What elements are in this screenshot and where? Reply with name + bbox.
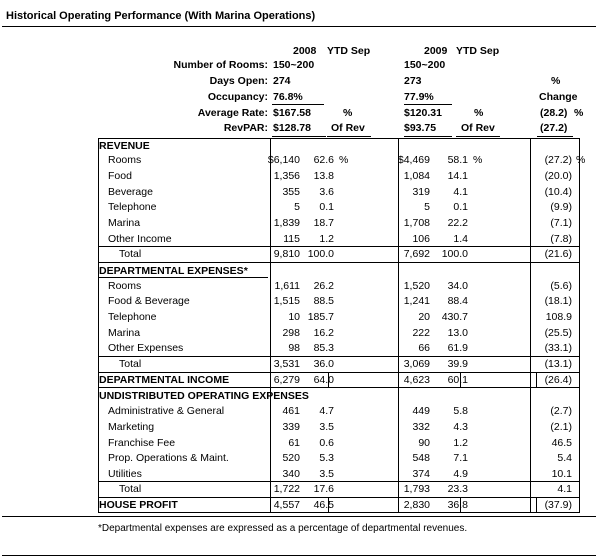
title-rule: [2, 26, 596, 27]
expense-row-label: Other Expenses: [108, 342, 184, 354]
footnote: *Departmental expenses are expressed as a percentage of departmental revenues.: [98, 523, 468, 534]
undistributed-row-2008-amount: 339: [282, 421, 300, 433]
undistributed-row-change: 4.1: [557, 483, 572, 495]
expense-row-label: Marina: [108, 327, 141, 339]
revenue-row-label: Marina: [108, 217, 141, 229]
revenue-row-2009-amount: 5: [424, 201, 430, 213]
change-label: Change: [539, 91, 578, 103]
undistributed-row-2008-pct: 3.5: [319, 468, 334, 480]
border-line: [460, 372, 461, 387]
undistributed-row-2009-amount: 90: [418, 437, 430, 449]
stat-underline: [272, 136, 326, 137]
undistributed-row-label: Utilities: [108, 468, 142, 480]
revenue-row-label: Other Income: [108, 233, 172, 245]
revenue-row-label: Rooms: [108, 154, 142, 166]
stat-2009-value: $93.75: [404, 122, 437, 134]
revenue-top-rule: [98, 138, 580, 139]
revenue-row-change: (27.2): [544, 154, 572, 166]
dept-income-bottom-rule: [98, 387, 580, 388]
revenue-heading: REVENUE: [99, 140, 150, 152]
border-line: [270, 138, 271, 512]
undistributed-row-change: 10.1: [551, 468, 572, 480]
expense-row-2008-amount: 1,611: [274, 280, 300, 292]
revenue-row-2008-amount: 115: [283, 233, 300, 245]
undistributed-row-2008-pct: 0.6: [319, 437, 334, 449]
border-line: [328, 497, 329, 512]
pct-change-label: %: [551, 75, 561, 87]
undistributed-row-2008-amount: 61: [288, 437, 300, 449]
undistributed-row-2009-pct: 1.2: [453, 437, 468, 449]
undistributed-row-label: Prop. Operations & Maint.: [108, 452, 229, 464]
pct-label-2009: %: [474, 107, 484, 119]
undistributed-row-2009-amount: 449: [412, 405, 430, 417]
revenue-row-2009-pct: 0.1: [453, 201, 468, 213]
ytd-2009-header: YTD Sep: [456, 45, 500, 57]
undistributed-row-2009-amount: 374: [412, 468, 430, 480]
revenue-row-2008-amount: 355: [282, 186, 300, 198]
revenue-row-2008-pct: 3.6: [319, 186, 334, 198]
house-profit-row-2009-pct: 36.8: [447, 499, 468, 511]
border-line: [536, 372, 537, 387]
avg-rate-pct: %: [574, 107, 584, 119]
undistributed-row-2008-amount: 1,722: [273, 483, 300, 495]
undistributed-row-2009-pct: 23.3: [447, 483, 468, 495]
house-profit-heading: HOUSE PROFIT: [99, 499, 178, 511]
undistributed-row-change: 5.4: [557, 452, 572, 464]
expense-row-2008-amount: 98: [288, 342, 300, 354]
border-line: [328, 372, 329, 387]
undistributed-row-2009-pct: 5.8: [453, 405, 468, 417]
undistributed-row-change: (2.7): [550, 405, 572, 417]
house-profit-row-2008-amount: 4,557: [273, 499, 300, 511]
revenue-bottom-rule: [98, 262, 580, 263]
house-profit-row-change: (37.9): [544, 499, 572, 511]
border-line: [98, 138, 99, 512]
expense-row-2008-pct: 26.2: [313, 280, 334, 292]
expense-row-2009-pct: 13.0: [447, 327, 468, 339]
revenue-row-2009-pct: 100.0: [441, 248, 468, 260]
stat-label: RevPAR:: [223, 122, 268, 134]
revenue-row-2009-amount: $4,469: [397, 154, 430, 166]
revenue-row-change: (7.8): [550, 233, 572, 245]
revenue-row-2008-amount: 9,810: [273, 248, 300, 260]
dept-income-row-2009-amount: 4,623: [403, 374, 430, 386]
pct-sign: %: [473, 154, 483, 166]
undistributed-row-2008-amount: 520: [282, 452, 300, 464]
revenue-row-label: Total: [119, 248, 142, 260]
expense-row-2008-amount: 10: [288, 311, 300, 323]
stat-2008-value: 150~200: [273, 59, 315, 71]
expense-row-2008-amount: 298: [282, 327, 300, 339]
stat-2008-value: $167.58: [273, 107, 311, 119]
revpar-change: (27.2): [540, 122, 568, 134]
border-line: [460, 497, 461, 512]
undistributed-row-2009-pct: 4.9: [453, 468, 468, 480]
expense-total-rule: [98, 356, 580, 357]
stat-underline: [456, 136, 500, 137]
revenue-row-label: Food: [108, 170, 132, 182]
expense-row-change: 108.9: [545, 311, 572, 323]
revenue-row-change: (7.1): [550, 217, 572, 229]
expense-row-label: Total: [119, 358, 142, 370]
border-line: [530, 138, 531, 512]
stat-2009-value: $120.31: [404, 107, 442, 119]
stat-2009-value: 150~200: [404, 59, 446, 71]
revenue-row-label: Beverage: [108, 186, 153, 198]
revenue-row-2008-pct: 62.6: [313, 154, 334, 166]
ytd-2008-header: YTD Sep: [327, 45, 371, 57]
expense-row-change: (18.1): [544, 295, 572, 307]
undistributed-heading: UNDISTRIBUTED OPERATING EXPENSES: [99, 390, 309, 402]
revenue-row-2008-pct: 1.2: [319, 233, 334, 245]
undistributed-row-label: Franchise Fee: [108, 437, 176, 449]
undistributed-row-2008-amount: 340: [282, 468, 300, 480]
revenue-row-2009-amount: 106: [412, 233, 430, 245]
undistributed-row-2008-pct: 17.6: [313, 483, 334, 495]
stat-2009-value: 77.9%: [404, 91, 434, 103]
undistributed-row-2009-pct: 4.3: [453, 421, 468, 433]
revenue-row-2008-amount: 1,356: [273, 170, 300, 182]
bottom-rule: [2, 555, 596, 556]
expense-row-2008-pct: 88.5: [313, 295, 334, 307]
expense-row-2009-amount: 20: [418, 311, 430, 323]
expense-row-2009-amount: 1,241: [403, 295, 430, 307]
dept-expenses-heading: DEPARTMENTAL EXPENSES*: [99, 265, 248, 277]
expense-row-2009-pct: 34.0: [447, 280, 468, 292]
stat-underline: [272, 104, 324, 105]
expense-row-change: (13.1): [544, 358, 572, 370]
border-line: [536, 497, 537, 512]
expense-row-label: Food & Beverage: [108, 295, 190, 307]
expense-row-2008-pct: 16.2: [313, 327, 334, 339]
undistributed-row-label: Total: [119, 483, 142, 495]
stat-2008-value: 76.8%: [273, 91, 303, 103]
revenue-row-label: Telephone: [108, 201, 157, 213]
border-line: [398, 138, 399, 512]
dept-income-row-2009-pct: 60.1: [447, 374, 468, 386]
footnote-rule: [2, 516, 596, 517]
report-title: Historical Operating Performance (With Marina Operations): [6, 10, 316, 22]
dept-income-row-2008-amount: 6,279: [273, 374, 300, 386]
undistributed-row-label: Administrative & General: [108, 405, 225, 417]
of-rev-label-2009: Of Rev: [461, 122, 495, 134]
expense-row-2009-pct: 61.9: [447, 342, 468, 354]
revenue-row-change: (20.0): [544, 170, 572, 182]
stat-underline: [404, 136, 452, 137]
stat-label: Average Rate:: [197, 107, 268, 119]
year-2009-header: 2009: [424, 45, 448, 57]
revenue-row-change: (9.9): [550, 201, 572, 213]
undistributed-row-2009-amount: 1,793: [403, 483, 430, 495]
expense-row-2008-amount: 3,531: [273, 358, 300, 370]
revenue-row-2009-pct: 4.1: [453, 186, 468, 198]
undistributed-row-2008-pct: 3.5: [319, 421, 334, 433]
expense-row-2009-amount: 3,069: [403, 358, 430, 370]
stat-2008-value: 274: [273, 75, 291, 87]
pct-sign: %: [339, 154, 349, 166]
of-rev-label-2008: Of Rev: [331, 122, 365, 134]
revenue-row-2008-amount: $6,140: [267, 154, 300, 166]
revenue-row-2009-amount: 7,692: [403, 248, 430, 260]
revenue-row-2008-pct: 13.8: [313, 170, 334, 182]
expense-row-2009-pct: 430.7: [441, 311, 468, 323]
undistributed-row-2008-pct: 4.7: [319, 405, 334, 417]
revenue-row-2009-amount: 1,084: [403, 170, 430, 182]
revenue-row-2008-amount: 1,839: [273, 217, 300, 229]
dept-income-row-2008-pct: 64.0: [313, 374, 334, 386]
revenue-row-2008-pct: 0.1: [319, 201, 334, 213]
revenue-row-2008-pct: 100.0: [307, 248, 334, 260]
expense-row-2008-pct: 36.0: [313, 358, 334, 370]
house-profit-row-2008-pct: 46.5: [313, 499, 334, 511]
undistributed-row-2009-amount: 332: [412, 421, 430, 433]
undistributed-row-change: 46.5: [551, 437, 572, 449]
undistributed-row-2009-pct: 7.1: [453, 452, 468, 464]
revenue-row-2009-pct: 1.4: [453, 233, 468, 245]
expense-row-2009-amount: 66: [418, 342, 430, 354]
dept-income-heading: DEPARTMENTAL INCOME: [99, 374, 230, 386]
stat-label: Number of Rooms:: [173, 59, 268, 71]
undistributed-total-rule: [98, 481, 580, 482]
expense-row-label: Telephone: [108, 311, 157, 323]
undistributed-row-2009-amount: 548: [412, 452, 430, 464]
expense-row-label: Rooms: [108, 280, 142, 292]
expense-row-2009-pct: 39.9: [447, 358, 468, 370]
expense-row-2008-pct: 85.3: [313, 342, 334, 354]
expense-row-change: (25.5): [544, 327, 572, 339]
undistributed-row-change: (2.1): [550, 421, 572, 433]
revenue-row-2009-amount: 319: [412, 186, 430, 198]
avg-rate-change: (28.2): [540, 107, 568, 119]
expense-row-2009-amount: 1,520: [403, 280, 430, 292]
expense-row-change: (33.1): [544, 342, 572, 354]
revenue-row-2009-amount: 1,708: [403, 217, 430, 229]
pct-sign: %: [576, 154, 586, 166]
expense-row-2009-pct: 88.4: [447, 295, 468, 307]
undistributed-row-2008-pct: 5.3: [319, 452, 334, 464]
dept-income-row-change: (26.4): [544, 374, 572, 386]
stat-underline: [327, 136, 371, 137]
expense-row-2008-amount: 1,515: [273, 295, 300, 307]
stat-label: Occupancy:: [207, 91, 268, 103]
undistributed-row-2008-amount: 461: [282, 405, 300, 417]
house-profit-row-2009-amount: 2,830: [403, 499, 430, 511]
expense-row-2009-amount: 222: [412, 327, 430, 339]
stat-label: Days Open:: [209, 75, 268, 87]
revenue-row-2009-pct: 22.2: [447, 217, 468, 229]
expense-row-change: (5.6): [550, 280, 572, 292]
revenue-total-rule: [98, 246, 580, 247]
stat-2009-value: 273: [404, 75, 422, 87]
pct-label-2008: %: [343, 107, 353, 119]
dept-expenses-heading-rule: [98, 277, 268, 278]
house-profit-bottom-rule: [98, 512, 580, 513]
stat-underline: [537, 136, 573, 137]
revenue-row-change: (21.6): [544, 248, 572, 260]
revenue-row-change: (10.4): [544, 186, 572, 198]
revenue-row-2008-amount: 5: [294, 201, 300, 213]
year-2008-header: 2008: [293, 45, 317, 57]
border-line: [579, 138, 580, 512]
revenue-row-2008-pct: 18.7: [313, 217, 334, 229]
revenue-row-2009-pct: 58.1: [447, 154, 468, 166]
expense-row-2008-pct: 185.7: [307, 311, 334, 323]
revenue-row-2009-pct: 14.1: [447, 170, 468, 182]
undistributed-row-label: Marketing: [108, 421, 155, 433]
stat-underline: [404, 104, 452, 105]
stat-2008-value: $128.78: [273, 122, 311, 134]
